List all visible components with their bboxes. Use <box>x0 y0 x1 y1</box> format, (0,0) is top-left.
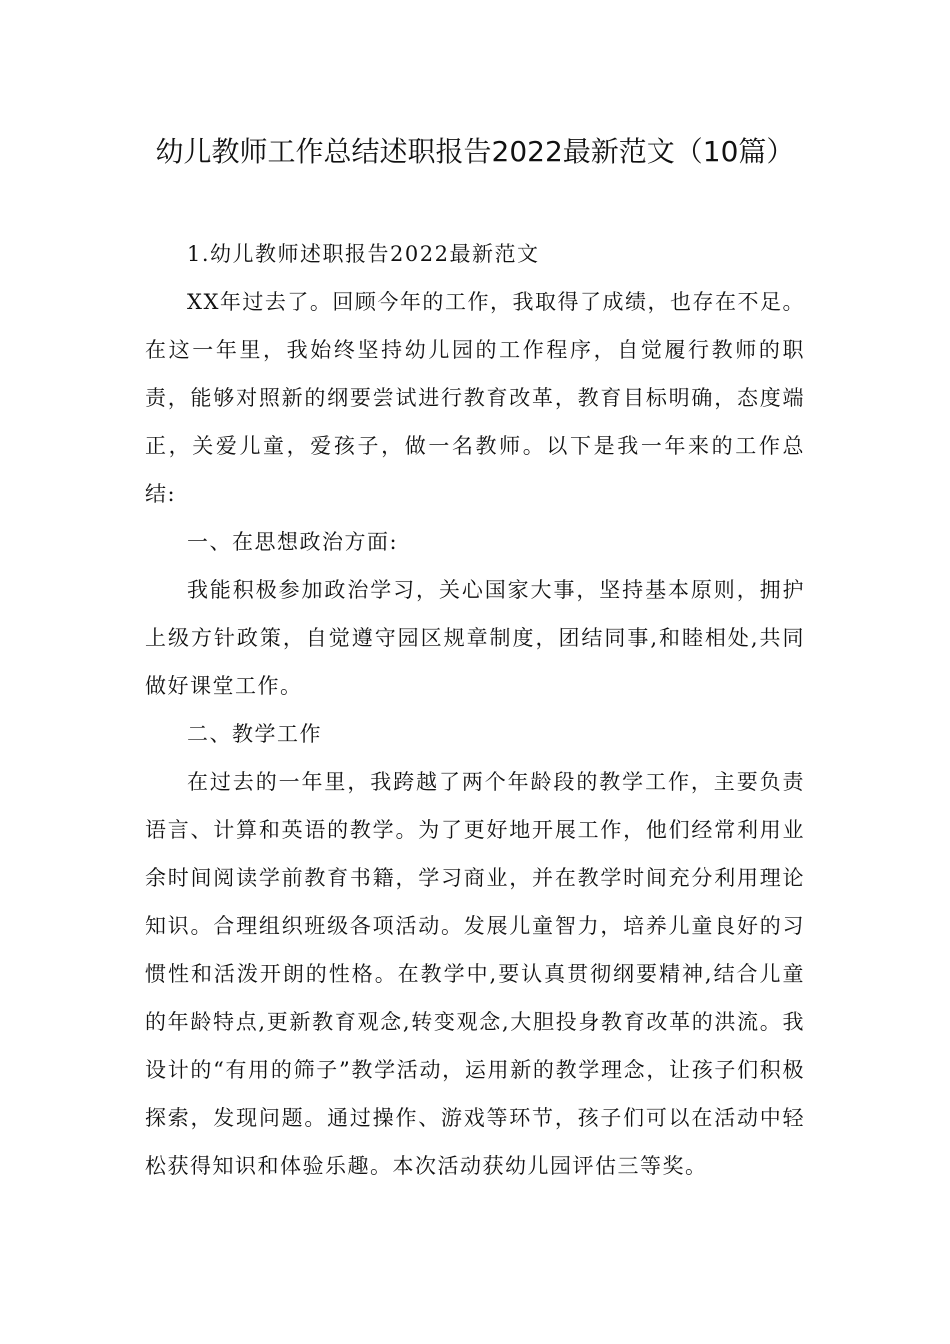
paragraph: XX年过去了。回顾今年的工作，我取得了成绩，也存在不足。在这一年里，我始终坚持幼儿园的工作程序，自觉履行教师的职责，能够对照新的纲要尝试进行教育改革，教育目标明确，态度端正，关爱儿童，爱孩子，做一名教师。以下是我一年来的工作总结: <box>145 290 805 506</box>
document-body <box>145 230 805 1190</box>
section-heading: 1.幼儿教师述职报告2022最新范文 <box>187 242 540 266</box>
document-title: 幼儿教师工作总结述职报告2022最新范文（10篇） <box>155 135 795 168</box>
paragraph: 我能积极参加政治学习，关心国家大事，坚持基本原则，拥护上级方针政策，自觉遵守园区规章制度，团结同事,和睦相处,共同做好课堂工作。 <box>145 578 805 698</box>
section-heading: 一、在思想政治方面: <box>187 530 399 554</box>
paragraph: 在过去的一年里，我跨越了两个年龄段的教学工作，主要负责语言、计算和英语的教学。为了更好地开展工作，他们经常利用业余时间阅读学前教育书籍，学习商业，并在教学时间充分利用理论知识。合理组织班级各项活动。发展儿童智力，培养儿童良好的习惯性和活泼开朗的性格。在教学中,要认真贯彻纲要精神,结合儿童的年龄特点,更新教育观念,转变观念,大胆投身教育改革的洪流。我设计的“有用的筛子”教学活动，运用新的教学理念，让孩子们积极探索，发现问题。通过操作、游戏等环节，孩子们可以在活动中轻松获得知识和体验乐趣。本次活动获幼儿园评估三等奖。 <box>145 770 805 1178</box>
section-heading: 二、教学工作 <box>187 722 322 746</box>
